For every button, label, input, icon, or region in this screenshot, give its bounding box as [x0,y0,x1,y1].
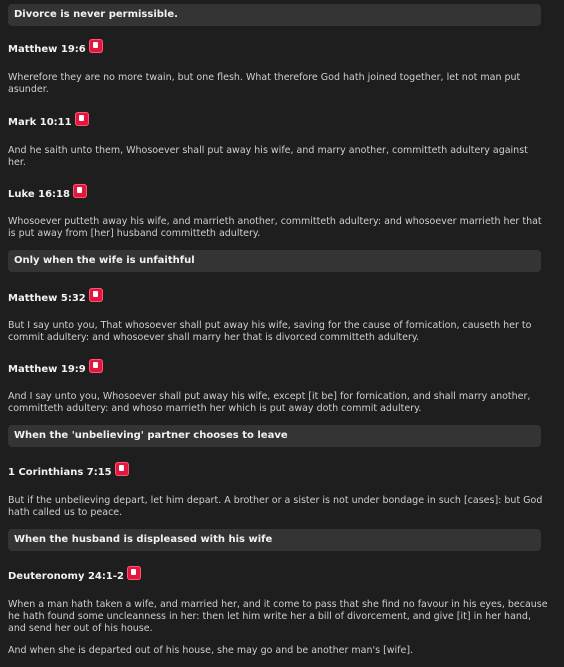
passage-reference-label: Deuteronomy 24:1-2 [8,570,124,582]
passage-text: But if the unbelieving depart, let him depart. A brother or a sister is not under bondage in such [cases]: but God hath called us to peace. [8,495,543,518]
passage-text: When a man hath taken a wife, and married her, and it come to pass that she find no favour in his eyes, because he hath found some uncleanness in her: then let him write her a bill of divorcement, and give [it] in her hand, and send her out of his house. [8,599,548,634]
section-heading-wife-unfaithful: Only when the wife is unfaithful [8,250,541,272]
passage-reference [8,113,89,131]
passage-text: Wherefore they are no more twain, but one flesh. What therefore God hath joined together, let not man put asunder. [8,72,521,95]
passage-reference-label: Luke 16:18 [8,188,70,200]
passage-text: And I say unto you, Whosoever shall put away his wife, except [it be] for fornication, and shall marry another, committeth adultery: and whoso marrieth her which is put away doth commit adultery. [8,391,531,414]
section-heading-unbelieving-partner: When the 'unbelieving' partner chooses to leave [8,425,541,447]
bible-link-icon[interactable] [89,359,103,373]
bible-link-icon[interactable] [73,184,87,198]
passage-reference [8,463,129,481]
passage-reference [8,567,141,585]
passage-reference-label: Mark 10:11 [8,116,72,128]
section-heading-never-permissible: Divorce is never permissible. [8,4,541,26]
passage-text: And he saith unto them, Whosoever shall put away his wife, and marry another, committeth adultery against her. [8,145,528,168]
passage-reference-label: Matthew 5:32 [8,292,86,304]
passage-text: Whosoever putteth away his wife, and marrieth another, committeth adultery: and whosoever marrieth her that is put away from [her] husband committeth adultery. [8,216,542,239]
passage-reference-label: Matthew 19:9 [8,363,86,375]
bible-link-icon[interactable] [75,112,89,126]
passage-reference-label: Matthew 19:6 [8,43,86,55]
bible-link-icon[interactable] [127,566,141,580]
section-heading-husband-displeased: When the husband is displeased with his wife [8,529,541,551]
passage-text: But I say unto you, That whosoever shall put away his wife, saving for the cause of fornication, causeth her to commit adultery: and whosoever shall marry her that is divorced committeth adultery. [8,320,532,343]
passage-reference [8,40,103,58]
bible-link-icon[interactable] [89,39,103,53]
bible-link-icon[interactable] [89,288,103,302]
passage-reference [8,360,103,378]
passage-reference [8,185,87,203]
passage-text-continued: And when she is departed out of his house, she may go and be another man's [wife]. [8,645,414,656]
passage-reference [8,289,103,307]
passage-reference-label: 1 Corinthians 7:15 [8,466,112,478]
bible-link-icon[interactable] [115,462,129,476]
